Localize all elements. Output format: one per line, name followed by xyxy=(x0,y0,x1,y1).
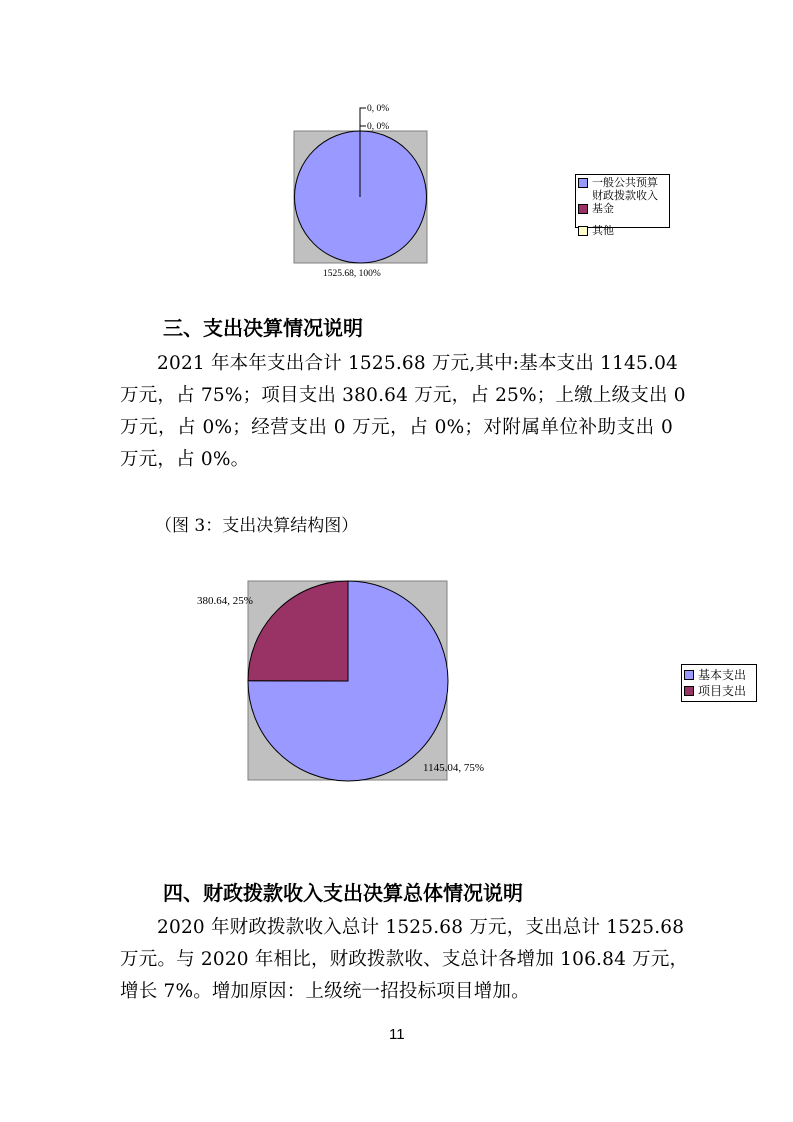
legend-label: 其他 xyxy=(592,224,614,237)
paragraph-line: 万元，占 0%。 xyxy=(120,449,250,470)
chart2-legend xyxy=(681,664,757,702)
paragraph-line: 万元。与 2020 年相比，财政拨款收、支总计各增加 106.84 万元， xyxy=(120,949,689,970)
legend-item-general-budget xyxy=(578,176,667,202)
legend-swatch xyxy=(578,226,588,236)
legend-swatch xyxy=(578,204,588,214)
legend-label: 基本支出 xyxy=(698,668,747,682)
section-heading-fiscal-overview: 四、财政拨款收入支出决算总体情况说明 xyxy=(163,881,523,905)
legend-swatch xyxy=(578,178,588,188)
legend-swatch xyxy=(684,670,694,680)
chart1-data-label-fund: 0, 0% xyxy=(367,104,390,114)
paragraph-line: 2021 年本年支出合计 1525.68 万元,其中:基本支出 1145.04 xyxy=(157,353,679,374)
section4-paragraph xyxy=(120,912,689,1008)
figure-caption: （图 3：支出决算结构图） xyxy=(155,516,359,536)
chart1-legend xyxy=(575,174,670,237)
page-number: 11 xyxy=(389,1026,405,1043)
chart2-data-label-basic: 1145.04, 75% xyxy=(423,762,485,774)
section3-paragraph xyxy=(120,348,686,476)
chart1-data-label-general: 1525.68, 100% xyxy=(323,269,381,279)
chart2-data-label-project: 380.64, 25% xyxy=(197,595,253,607)
legend-item-fund xyxy=(578,202,667,215)
expenditure-pie-chart xyxy=(0,570,793,800)
legend-item-project xyxy=(684,683,754,699)
paragraph-line: 2020 年财政拨款收入总计 1525.68 万元，支出总计 1525.68 xyxy=(157,917,685,938)
legend-item-basic xyxy=(684,667,754,683)
legend-item-other xyxy=(578,224,667,237)
section-heading-expenditure: 三、支出决算情况说明 xyxy=(163,316,363,340)
legend-label: 一般公共预算财政拨款收入 xyxy=(592,176,658,202)
legend-label: 基金 xyxy=(592,202,614,215)
paragraph-line: 万元，占 75%；项目支出 380.64 万元，占 25%；上缴上级支出 0 xyxy=(120,385,686,406)
chart1-data-label-other: 0, 0% xyxy=(367,122,390,132)
legend-swatch xyxy=(684,686,694,696)
paragraph-line: 增长 7%。增加原因：上级统一招投标项目增加。 xyxy=(120,981,530,1002)
paragraph-line: 万元，占 0%；经营支出 0 万元，占 0%；对附属单位补助支出 0 xyxy=(120,417,673,438)
income-pie-chart xyxy=(0,0,793,300)
legend-label: 项目支出 xyxy=(698,684,747,698)
